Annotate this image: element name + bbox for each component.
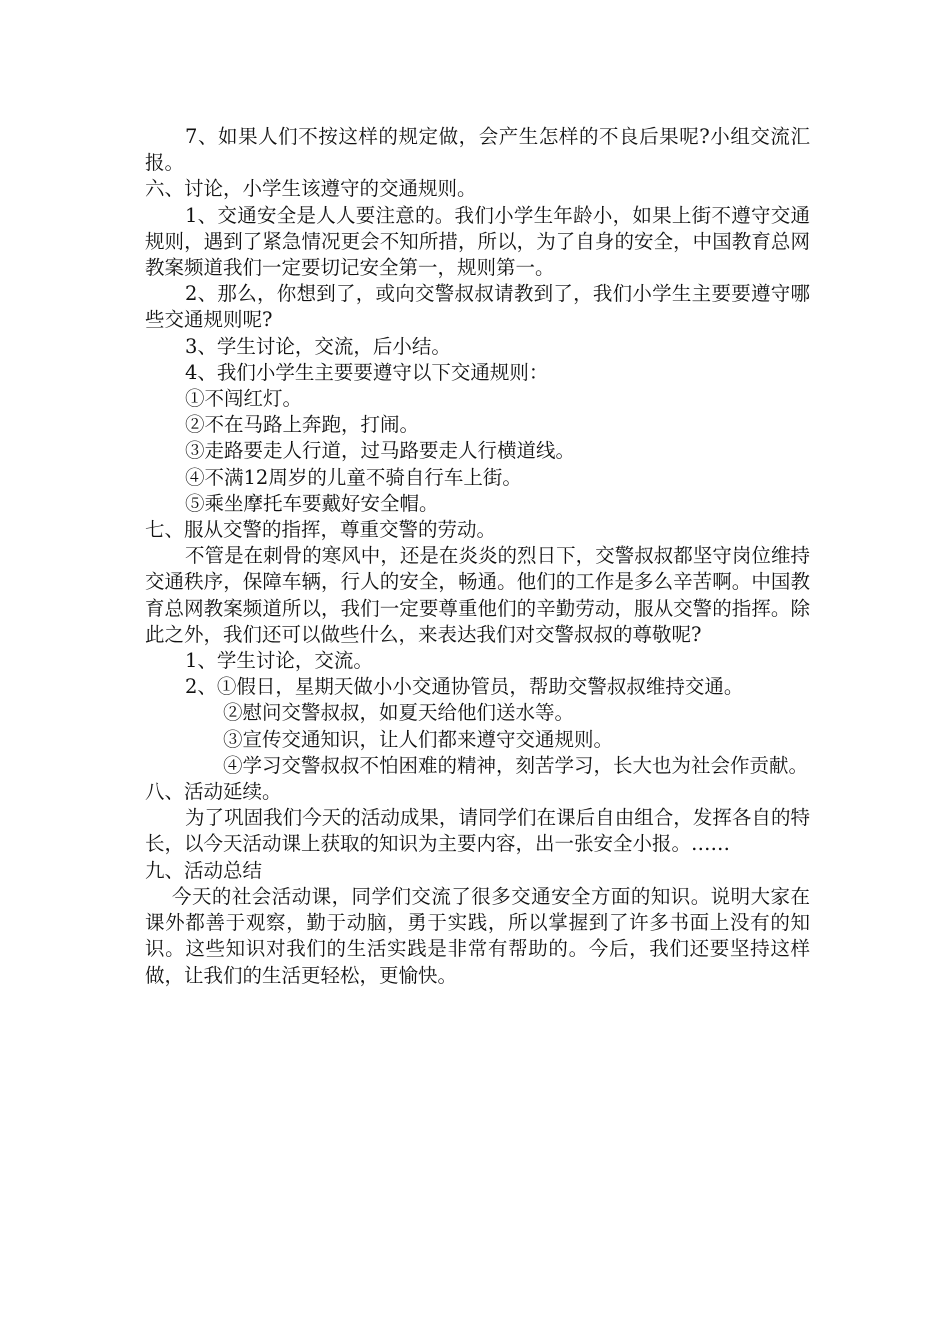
paragraph: 不管是在刺骨的寒风中，还是在炎炎的烈日下，交警叔叔都坚守岗位维持交通秩序，保障车辆，行人的安全，畅通。他们的工作是多么辛苦啊。中国教育总网教案频道所以，我们一定要尊重他们的辛勤劳动，服从交警的指挥。除此之外，我们还可以做些什么，来表达我们对交警叔叔的尊敬呢? bbox=[145, 544, 810, 646]
section-heading: 九、活动总结 bbox=[145, 858, 263, 882]
list-item: ②不在马路上奔跑，打闹。 bbox=[185, 413, 420, 437]
list-item: ②慰问交警叔叔，如夏天给他们送水等。 bbox=[223, 701, 575, 725]
paragraph: 今天的社会活动课，同学们交流了很多交通安全方面的知识。说明大家在课外都善于观察，勤于动脑，勇于实践，所以掌握到了许多书面上没有的知识。这些知识对我们的生活实践是非常有帮助的。今后，我们还要坚持这样做，让我们的生活更轻松，更愉快。 bbox=[145, 884, 810, 987]
paragraph: 4、我们小学生主要要遵守以下交通规则： bbox=[185, 360, 549, 384]
paragraph: 2、那么，你想到了，或向交警叔叔请教到了，我们小学生主要要遵守哪些交通规则呢? bbox=[145, 282, 810, 332]
paragraph: 为了巩固我们今天的活动成果，请同学们在课后自由组合，发挥各自的特长，以今天活动课上获取的知识为主要内容，出一张安全小报。…… bbox=[145, 806, 810, 856]
list-item: ①不闯红灯。 bbox=[185, 387, 303, 411]
list-item: ③走路要走人行道，过马路要走人行横道线。 bbox=[185, 439, 576, 463]
list-item: ④不满12周岁的儿童不骑自行车上街。 bbox=[185, 465, 522, 489]
document-body bbox=[145, 124, 810, 989]
section-heading: 六、讨论，小学生该遵守的交通规则。 bbox=[145, 177, 477, 201]
paragraph: 1、交通安全是人人要注意的。我们小学生年龄小，如果上街不遵守交通规则，遇到了紧急情况更会不知所措，所以，为了自身的安全，中国教育总网教案频道我们一定要切记安全第一，规则第一。 bbox=[145, 203, 810, 280]
paragraph: 7、如果人们不按这样的规定做，会产生怎样的不良后果呢?小组交流汇报。 bbox=[145, 125, 810, 175]
section-heading: 八、活动延续。 bbox=[145, 780, 282, 804]
paragraph: 1、学生讨论，交流。 bbox=[185, 649, 373, 673]
list-item: ⑤乘坐摩托车要戴好安全帽。 bbox=[185, 491, 439, 515]
list-item: ④学习交警叔叔不怕困难的精神，刻苦学习，长大也为社会作贡献。 bbox=[223, 753, 809, 777]
section-heading: 七、服从交警的指挥，尊重交警的劳动。 bbox=[145, 518, 497, 542]
paragraph: 2、①假日，星期天做小小交通协管员，帮助交警叔叔维持交通。 bbox=[185, 675, 744, 699]
paragraph: 3、学生讨论，交流，后小结。 bbox=[185, 334, 451, 358]
list-item: ③宣传交通知识，让人们都来遵守交通规则。 bbox=[223, 727, 614, 751]
